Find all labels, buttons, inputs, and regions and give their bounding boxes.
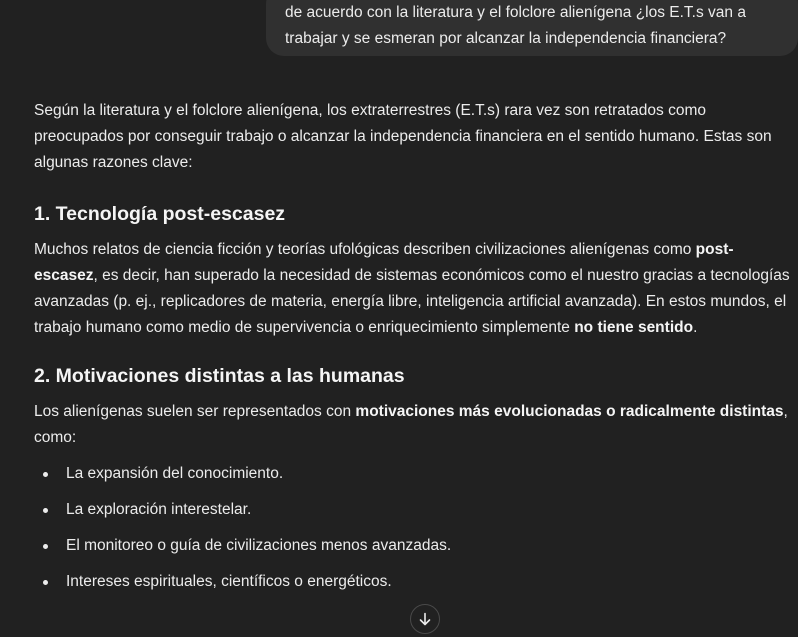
- motivations-list: [34, 461, 794, 595]
- section-2-text-b: , como:: [34, 403, 788, 446]
- list-item: Intereses espirituales, científicos o energéticos.: [34, 569, 794, 595]
- assistant-message: [34, 98, 794, 605]
- section-2-heading: 2. Motivaciones distintas a las humanas: [34, 365, 405, 387]
- intro-paragraph: Según la literatura y el folclore alienígena, los extraterrestres (E.T.s) rara vez son retratados como preocupados por conseguir trabajo o alcanzar la independencia financiera en el sentido humano. Estas son algunas razones clave:: [34, 102, 772, 171]
- section-1-paragraph: [34, 237, 794, 341]
- section-1-bold-a: post-escasez: [34, 241, 734, 284]
- user-message-line-1: de acuerdo con la literatura y el folclore alienígena ¿los E.T.s van a: [285, 4, 746, 21]
- section-1-text-a: Muchos relatos de ciencia ficción y teorías ufológicas describen civilizaciones alienígenas como: [34, 241, 696, 258]
- list-item: La exploración interestelar.: [34, 497, 794, 523]
- arrow-down-icon: [418, 612, 432, 626]
- user-message-line-2: trabajar y se esmeran por alcanzar la independencia financiera?: [285, 30, 727, 47]
- section-1-text-b: , es decir, han superado la necesidad de sistemas económicos como el nuestro gracias a tecnologías avanzadas (p. ej., replicadores de materia, energía libre, inteligencia artificial avanzada). En estos mundos, el trabajo humano como medio de supervivencia o enriquecimiento simplemente: [34, 267, 790, 336]
- section-2-text-a: Los alienígenas suelen ser representados con: [34, 403, 356, 420]
- section-1-text-c: .: [693, 319, 698, 336]
- section-1-bold-b: no tiene sentido: [574, 319, 694, 336]
- section-2-bold-a: motivaciones más evolucionadas o radicalmente distintas: [355, 403, 784, 420]
- user-message-bubble: [266, 0, 798, 56]
- scroll-to-bottom-button[interactable]: [410, 604, 440, 634]
- section-2-paragraph: [34, 399, 794, 451]
- list-item: El monitoreo o guía de civilizaciones menos avanzadas.: [34, 533, 794, 559]
- list-item: La expansión del conocimiento.: [34, 461, 794, 487]
- section-1-heading: 1. Tecnología post-escasez: [34, 203, 286, 225]
